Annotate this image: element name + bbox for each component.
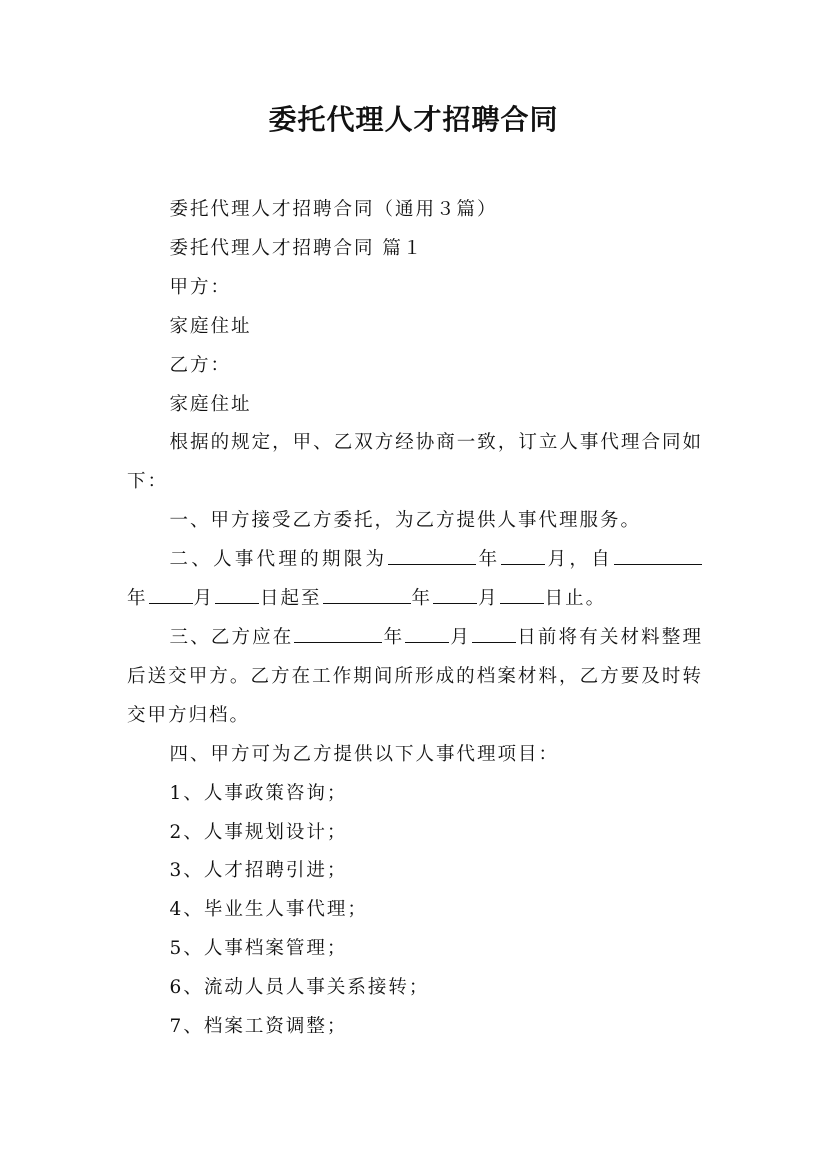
clause-3-text: 日前将有关材料整理后送交甲方。乙方在工作期间所形成的档案材料，乙方要及时转交甲方归档。 xyxy=(127,626,703,726)
blank-line xyxy=(500,584,544,604)
clause-2-text: 月 xyxy=(193,588,215,610)
intro-paragraph: 根据的规定，甲、乙双方经协商一致，订立人事代理合同如下： xyxy=(127,432,703,493)
list-item: 3、人才招聘引进； xyxy=(169,860,348,882)
blank-line xyxy=(388,545,476,565)
list-item: 1、人事政策咨询； xyxy=(169,782,348,804)
blank-line xyxy=(614,545,702,565)
list-item: 4、毕业生人事代理； xyxy=(169,899,368,921)
list-item: 7、档案工资调整； xyxy=(169,1016,348,1038)
clause-2-text: 年 xyxy=(127,588,148,610)
blank-line xyxy=(294,623,382,643)
party-b-address: 家庭住址 xyxy=(169,393,252,415)
clause-4: 四、甲方可为乙方提供以下人事代理项目： xyxy=(169,743,560,765)
clause-2 xyxy=(127,541,703,619)
list-item: 5、人事档案管理； xyxy=(169,938,348,960)
party-a-label: 甲方： xyxy=(169,276,232,298)
blank-line xyxy=(215,584,259,604)
clause-2-text: 日起至 xyxy=(260,588,322,610)
party-a-address: 家庭住址 xyxy=(169,315,252,337)
clause-2-text: 年 xyxy=(411,588,433,610)
clause-2-text: 月，自 xyxy=(546,549,613,571)
clause-2-text: 日止。 xyxy=(544,588,607,610)
blank-line xyxy=(149,584,193,604)
clause-2-text: 年 xyxy=(477,549,501,571)
clause-3-text: 年 xyxy=(383,626,405,648)
blank-line xyxy=(405,623,449,643)
party-b-label: 乙方： xyxy=(169,354,232,376)
clause-3-text: 三、乙方应在 xyxy=(169,626,294,648)
blank-line xyxy=(501,545,545,565)
clause-2-text: 二、人事代理的期限为 xyxy=(169,549,388,571)
document-body xyxy=(127,191,703,1047)
blank-line xyxy=(433,584,477,604)
section-heading: 委托代理人才招聘合同 篇１ xyxy=(169,237,424,259)
document-title: 委托代理人才招聘合同 xyxy=(268,103,559,136)
blank-line xyxy=(472,623,516,643)
document-subtitle: 委托代理人才招聘合同（通用３篇） xyxy=(169,199,498,220)
blank-line xyxy=(323,584,411,604)
clause-2-text: 月 xyxy=(478,588,499,610)
list-item: 2、人事规划设计； xyxy=(169,821,348,843)
list-item: 6、流动人员人事关系接转； xyxy=(169,977,430,999)
clause-1: 一、甲方接受乙方委托，为乙方提供人事代理服务。 xyxy=(169,510,642,532)
clause-3-text: 月 xyxy=(450,626,472,648)
clause-3 xyxy=(127,619,703,736)
